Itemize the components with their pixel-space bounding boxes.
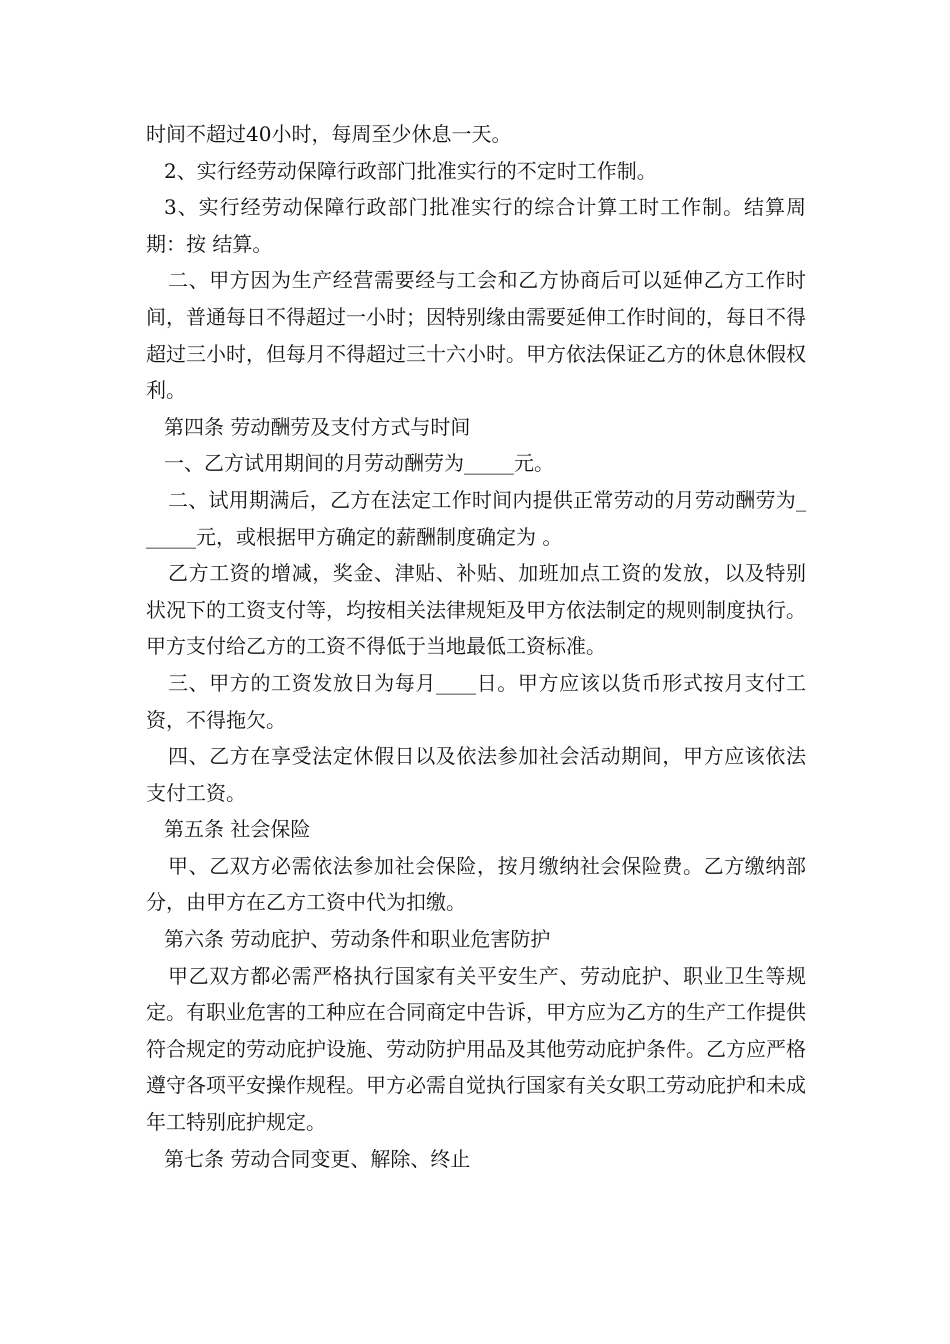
paragraph-pay-day: 三、甲方的工资发放日为每月____日。甲方应该以货币形式按月支付工资，不得拖欠。 xyxy=(146,670,806,732)
document-body xyxy=(146,116,806,1177)
section-heading-article-5: 第五条 社会保险 xyxy=(164,817,311,842)
paragraph-overtime: 二、甲方因为生产经营需要经与工会和乙方协商后可以延伸乙方工作时间，普通每日不得超过一小时；因特别缘由需要延伸工作时间的，每日不得超过三小时，但每月不得超过三十六小时。甲方依法保证乙方的休息休假权利。 xyxy=(146,268,806,403)
paragraph-social-insurance: 甲、乙双方必需依法参加社会保险，按月缴纳社会保险费。乙方缴纳部分，由甲方在乙方工资中代为扣缴。 xyxy=(146,853,806,915)
paragraph-labor-protection: 甲乙双方都必需严格执行国家有关平安生产、劳动庇护、职业卫生等规定。有职业危害的工种应在合同商定中告诉，甲方应为乙方的生产工作提供符合规定的劳动庇护设施、劳动防护用品及其他劳动庇护条件。乙方应严格遵守各项平安操作规程。甲方必需自觉执行国家有关女职工劳动庇护和未成年工特别庇护规定。 xyxy=(146,963,806,1135)
section-heading-article-4: 第四条 劳动酬劳及支付方式与时间 xyxy=(164,414,471,439)
paragraph-comprehensive-hours: 3、实行经劳动保障行政部门批准实行的综合计算工时工作制。结算周期：按 结算。 xyxy=(146,195,806,256)
paragraph-holiday-pay: 四、乙方在享受法定休假日以及依法参加社会活动期间，甲方应该依法支付工资。 xyxy=(146,744,806,805)
paragraph-flexible-hours: 2、实行经劳动保障行政部门批准实行的不定时工作制。 xyxy=(164,158,657,183)
paragraph-work-hours-continued: 时间不超过40小时，每周至少休息一天。 xyxy=(146,122,512,146)
section-heading-article-7: 第七条 劳动合同变更、解除、终止 xyxy=(164,1146,471,1171)
paragraph-regular-pay: 二、试用期满后，乙方在法定工作时间内提供正常劳动的月劳动酬劳为______元，或根据甲方确定的薪酬制度确定为 。 xyxy=(146,487,806,549)
paragraph-wage-adjustment: 乙方工资的增减，奖金、津贴、补贴、加班加点工资的发放，以及特别状况下的工资支付等，均按相关法律规矩及甲方依法制定的规则制度执行。甲方支付给乙方的工资不得低于当地最低工资标准。 xyxy=(146,561,806,659)
section-heading-article-6: 第六条 劳动庇护、劳动条件和职业危害防护 xyxy=(164,927,551,952)
paragraph-probation-pay: 一、乙方试用期间的月劳动酬劳为_____元。 xyxy=(164,451,554,476)
